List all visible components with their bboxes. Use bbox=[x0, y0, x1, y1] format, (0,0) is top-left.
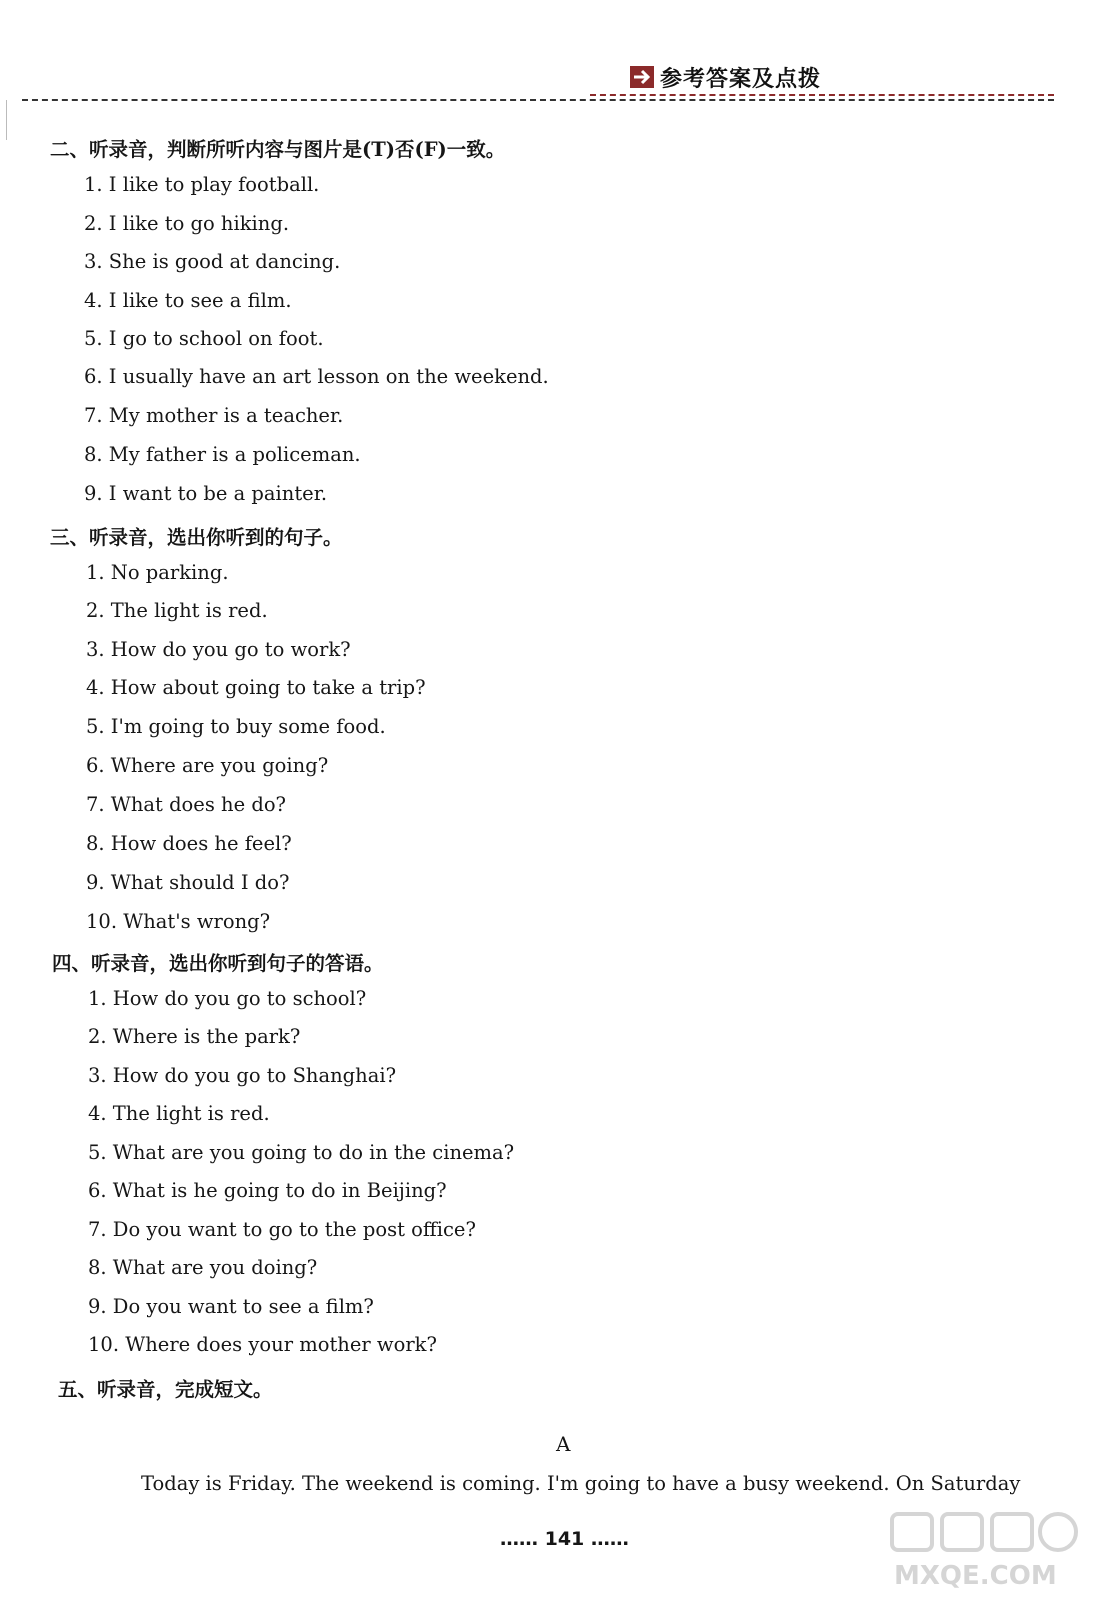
svg-text:MXQE.COM: MXQE.COM bbox=[894, 1561, 1057, 1591]
list-item: 10. Where does your mother work? bbox=[88, 1333, 437, 1356]
right-arrow-icon bbox=[630, 66, 654, 88]
list-item: 5. What are you going to do in the cinema? bbox=[88, 1141, 515, 1164]
list-item: 2. The light is red. bbox=[86, 599, 268, 622]
list-item: 7. My mother is a teacher. bbox=[84, 404, 344, 427]
list-item: 2. Where is the park? bbox=[88, 1025, 301, 1048]
list-item: 7. What does he do? bbox=[86, 793, 287, 816]
list-item: 3. How do you go to work? bbox=[86, 638, 351, 661]
list-item: 8. My father is a policeman. bbox=[84, 443, 361, 466]
header-divider bbox=[22, 99, 1054, 101]
list-item: 6. What is he going to do in Beijing? bbox=[88, 1179, 447, 1202]
section-title: 五、听录音，完成短文。 bbox=[58, 1378, 273, 1401]
passage-heading: A bbox=[556, 1432, 571, 1456]
list-item: 1. I like to play football. bbox=[84, 173, 320, 196]
section-title: 二、听录音，判断所听内容与图片是(T)否(F)一致。 bbox=[50, 138, 506, 161]
list-item: 4. How about going to take a trip? bbox=[86, 676, 426, 699]
list-item: 9. What should I do? bbox=[86, 871, 290, 894]
list-item: 2. I like to go hiking. bbox=[84, 212, 290, 235]
list-item: 9. I want to be a painter. bbox=[84, 482, 328, 505]
margin-mark bbox=[6, 100, 7, 140]
list-item: 8. How does he feel? bbox=[86, 832, 292, 855]
list-item: 1. No parking. bbox=[86, 561, 229, 584]
list-item: 7. Do you want to go to the post office? bbox=[88, 1218, 476, 1241]
list-item: 4. I like to see a film. bbox=[84, 289, 292, 312]
section-title: 三、听录音，选出你听到的句子。 bbox=[50, 526, 343, 549]
list-item: 8. What are you doing? bbox=[88, 1256, 318, 1279]
list-item: 9. Do you want to see a film? bbox=[88, 1295, 374, 1318]
list-item: 6. I usually have an art lesson on the weekend. bbox=[84, 365, 549, 388]
list-item: 4. The light is red. bbox=[88, 1102, 270, 1125]
header-title: 参考答案及点拨 bbox=[660, 66, 822, 92]
list-item: 1. How do you go to school? bbox=[88, 987, 367, 1010]
watermark-logo bbox=[888, 1508, 1084, 1592]
header-accent-divider bbox=[590, 94, 1054, 96]
list-item: 6. Where are you going? bbox=[86, 754, 329, 777]
page-number: …… 141 …… bbox=[500, 1528, 629, 1550]
list-item: 5. I'm going to buy some food. bbox=[86, 715, 386, 738]
list-item: 3. How do you go to Shanghai? bbox=[88, 1064, 397, 1087]
list-item: 5. I go to school on foot. bbox=[84, 327, 324, 350]
section-title: 四、听录音，选出你听到句子的答语。 bbox=[52, 952, 384, 975]
passage-text: Today is Friday. The weekend is coming. I'm going to have a busy weekend. On Saturday bbox=[141, 1472, 1021, 1495]
list-item: 3. She is good at dancing. bbox=[84, 250, 341, 273]
list-item: 10. What's wrong? bbox=[86, 910, 271, 933]
page-header bbox=[630, 62, 821, 92]
